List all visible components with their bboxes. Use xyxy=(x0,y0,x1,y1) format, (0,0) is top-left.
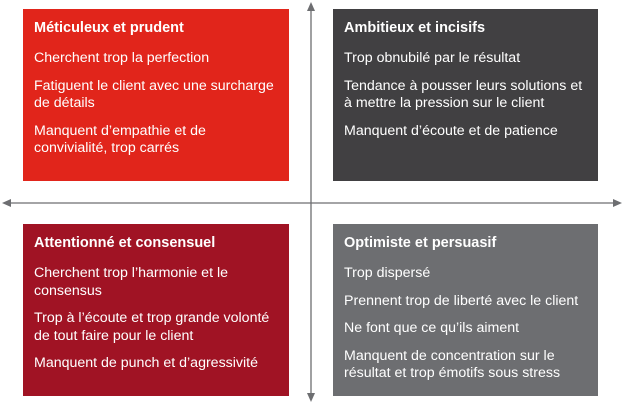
quadrant-item: Manquent d’écoute et de patience xyxy=(344,122,558,139)
arrow-up-icon xyxy=(307,2,315,11)
quadrant-item: Ne font que ce qu’ils aiment xyxy=(344,320,520,336)
quadrant-title: Ambitieux et incisifs xyxy=(344,20,486,36)
quadrant-attentionne-consensuel xyxy=(23,224,289,396)
quadrant-item: Manquent de punch et d’agressivité xyxy=(34,355,258,371)
quadrant-item: Trop dispersé xyxy=(344,265,431,281)
quadrant-title: Attentionné et consensuel xyxy=(34,235,216,251)
quadrant-item: Cherchent trop la perfection xyxy=(34,50,210,66)
quadrant-item: Trop à l’écoute et trop grande volonté de tout faire pour le client xyxy=(34,310,270,344)
quadrant-title: Optimiste et persuasif xyxy=(344,235,497,251)
quadrant-item: Manquent de concentration sur le résultat et trop émotifs sous stress xyxy=(344,347,561,381)
quadrant-optimiste-persuasif xyxy=(333,224,598,396)
quadrant-title: Méticuleux et prudent xyxy=(34,20,184,36)
quadrant-item: Prennent trop de liberté avec le client xyxy=(344,292,579,309)
quadrant-ambitieux-incisifs xyxy=(333,9,598,181)
quadrant-item: Tendance à pousser leurs solutions et à mettre la pression sur le client xyxy=(344,77,583,111)
arrow-right-icon xyxy=(613,199,622,207)
arrow-left-icon xyxy=(2,199,11,207)
quadrant-item: Trop obnubilé par le résultat xyxy=(344,50,521,66)
quadrant-meticuleux-prudent xyxy=(23,9,289,181)
arrow-down-icon xyxy=(307,393,315,402)
quadrant-item: Cherchent trop l’harmonie et le consensus xyxy=(34,265,228,299)
quadrant-item: Fatiguent le client avec une surcharge de détails xyxy=(34,77,274,111)
quadrant-item: Manquent d’empathie et de convivialité, trop carrés xyxy=(34,122,206,156)
